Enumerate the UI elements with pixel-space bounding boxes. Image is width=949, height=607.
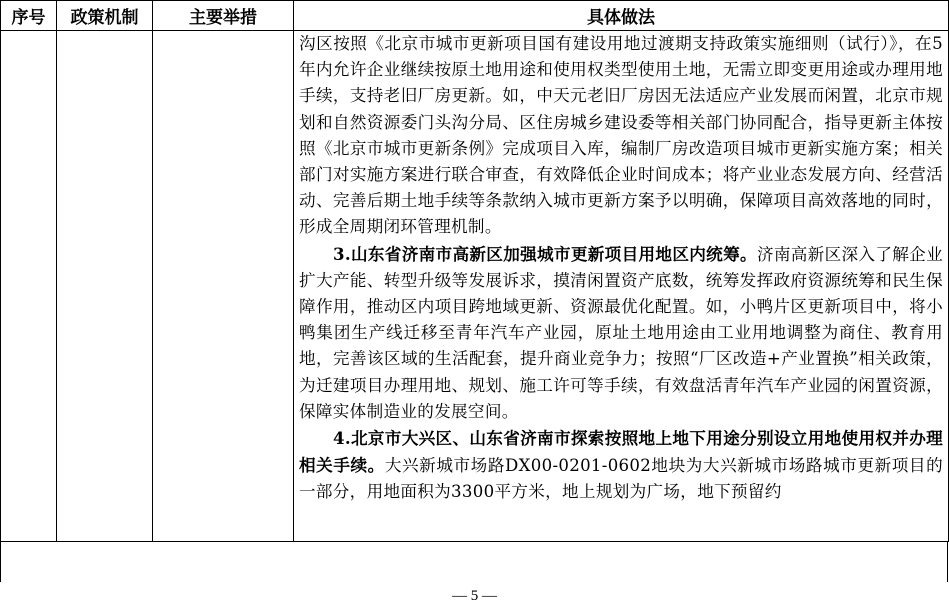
cell-specific-practices bbox=[294, 31, 949, 542]
cell-main-measures bbox=[153, 31, 294, 542]
page-number: — 5 — bbox=[452, 588, 497, 604]
header-policy-mechanism: 政策机制 bbox=[57, 1, 153, 31]
paragraph-continuation bbox=[299, 31, 943, 241]
cell-serial-number bbox=[1, 31, 57, 542]
cell-policy-mechanism bbox=[57, 31, 153, 542]
paragraph-heading: 4.北京市大兴区、山东省济南市探索按照地上地下用途分别设立用地使用权并办理相关手续。 bbox=[299, 428, 943, 476]
paragraph-text: 沟区按照《北京市城市更新项目国有建设用地过渡期支持政策实施细则（试行）》，在5年内允许企业继续按原土地用途和使用权类型使用土地，无需立即变更用途或办理用地手续，支持老旧厂房更新。如，中天元老旧厂房因无法适应产业发展而闲置，北京市规划和自然资源委门头沟分局、区住房城乡建设委等相关部门协同配合，指导更新主体按照《北京市城市更新条例》完成项目入库，编制厂房改造项目城市更新实施方案；相关部门对实施方案进行联合审查，有效降低企业时间成本；将产业业态发展方向、经营活动、完善后期土地手续等条款纳入城市更新方案予以明确，保障项目高效落地的同时，形成全周期闭环管理机制。 bbox=[299, 34, 943, 237]
paragraph-heading: 3.山东省济南市高新区加强城市更新项目用地区内统筹。 bbox=[333, 243, 757, 264]
paragraph-item-4 bbox=[299, 425, 943, 506]
paragraph-text: 大兴新城市场路DX00-0201-0602地块为大兴新城市场路城市更新项目的一部分，用地面积为3300平方米，地上规划为广场，地下预留约 bbox=[299, 456, 943, 502]
paragraph-item-3 bbox=[299, 241, 943, 425]
header-main-measures: 主要举措 bbox=[153, 1, 294, 31]
table-left-edge bbox=[0, 542, 1, 582]
table-row bbox=[1, 31, 949, 542]
table-right-edge bbox=[947, 542, 948, 582]
header-specific-practices: 具体做法 bbox=[294, 1, 949, 31]
table-header-row bbox=[1, 1, 949, 31]
header-serial-number: 序号 bbox=[1, 1, 57, 31]
paragraph-text: 济南高新区深入了解企业扩大产能、转型升级等发展诉求，摸清闲置资产底数，统筹发挥政府资源统筹和民生保障作用，推动区内项目跨地域更新、资源最优化配置。如，小鸭片区更新项目中，将小鸭集团生产线迁移至青年汽车产业园，原址土地用途由工业用地调整为商住、教育用地，完善该区域的生活配套，提升商业竞争力；按照“厂区改造+产业置换”相关政策，为迁建项目办理用地、规划、施工许可等手续，有效盘活青年汽车产业园的闲置资源，保障实体制造业的发展空间。 bbox=[299, 244, 943, 421]
